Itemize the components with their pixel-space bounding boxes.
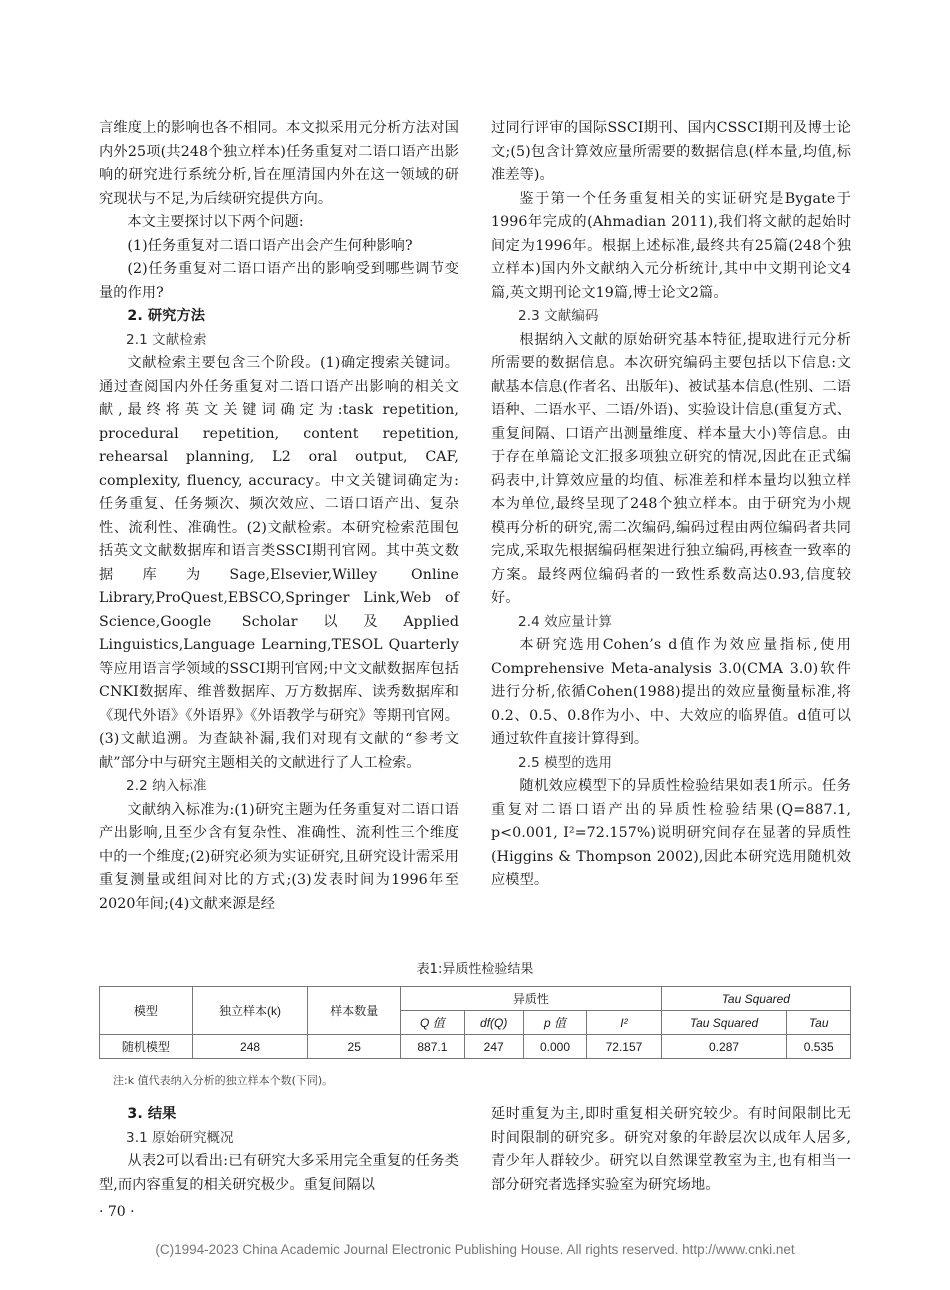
table-cell: 0.535 <box>787 1035 851 1059</box>
table-cell: 0.287 <box>661 1035 787 1059</box>
right-column-bottom <box>491 1103 851 1197</box>
paragraph: 过同行评审的国际SSCI期刊、国内CSSCI期刊及博士论文;(5)包含计算效应量所需要的数据信息(样本量,均值,标准差等)。 <box>491 120 851 183</box>
subheader-tau-squared: Tau Squared <box>661 1011 787 1035</box>
heterogeneity-table <box>99 986 851 1059</box>
subsection-heading: 2.1 文献检索 <box>126 331 207 348</box>
table-cell: 随机模型 <box>100 1035 193 1059</box>
left-column <box>99 117 459 916</box>
header-model: 模型 <box>100 987 193 1035</box>
table-cell: 887.1 <box>401 1035 465 1059</box>
table-row <box>100 1035 851 1059</box>
subsection-heading: 2.3 文献编码 <box>518 308 599 324</box>
subheader-i2: I² <box>587 1011 661 1035</box>
table-cell: 247 <box>464 1035 523 1059</box>
subsection-heading: 2.5 模型的选用 <box>518 754 613 771</box>
subheader-df: df(Q) <box>464 1011 523 1035</box>
table-cell: 72.157 <box>587 1035 661 1059</box>
header-heterogeneity: 异质性 <box>401 987 662 1011</box>
header-n: 样本数量 <box>308 987 401 1035</box>
paragraph: 文献检索主要包含三个阶段。(1)确定搜索关键词。通过查阅国内外任务重复对二语口语产出影响的相关文献,最终将英文关键词确定为:task repetition, procedural repetition, content repetition, rehearsal planning, L2 oral output, CAF, complexity, fluency, accuracy。中文关键词确定为:任务重复、任务频次、频次效应、二语口语产出、复杂性、流利性、准确性。(2)文献检索。本研究检索范围包括英文文献数据库和语言类SSCI期刊官网。其中英文数据库为Sage,Elsevier,Willey Online Library,ProQuest,EBSCO,Springer Link,Web of Science,Google Scholar以及Applied Linguistics,Language Learning,TESOL Quarterly等应用语言学领域的SSCI期刊官网;中文文献数据库包括CNKI数据库、维普数据库、万方数据库、读秀数据库和《现代外语》《外语界》《外语教学与研究》等期刊官网。(3)文献追溯。为查缺补漏,我们对现有文献的“参考文献”部分中与研究主题相关的文献进行了人工检索。 <box>99 355 459 771</box>
paragraph: 根据纳入文献的原始研究基本特征,提取进行元分析所需要的数据信息。本次研究编码主要包括以下信息:文献基本信息(作者名、出版年)、被试基本信息(性别、二语语种、二语水平、二语/外语)、实验设计信息(重复方式、重复间隔、口语产出测量维度、样本量大小)等信息。由于存在单篇论文汇报多项独立研究的情况,因此在正式编码表中,计算效应量的均值、标准差和样本量均以独立样本为单位,最终呈现了248个独立样本。由于研究为小规模再分析的研究,需二次编码,编码过程由两位编码者共同完成,采取先根据编码框架进行独立编码,再核查一致率的方案。最终两位编码者的一致性系数高达0.93,信度较好。 <box>491 331 851 606</box>
subheader-p: p 值 <box>523 1011 587 1035</box>
paragraph: (2)任务重复对二语口语产出的影响受到哪些调节变量的作用? <box>99 261 459 301</box>
table-cell: 248 <box>192 1035 308 1059</box>
subsection-heading: 3.1 原始研究概况 <box>126 1129 234 1146</box>
subsection-heading: 2.4 效应量计算 <box>518 613 613 630</box>
paragraph: (1)任务重复对二语口语产出会产生何种影响? <box>127 237 413 254</box>
copyright-footer: (C)1994-2023 China Academic Journal Electronic Publishing House. All rights reserved. http://www.cnki.net <box>155 1242 795 1257</box>
page-number: · 70 · <box>99 1204 135 1220</box>
table-caption: 表1:异质性检验结果 <box>416 962 534 977</box>
paragraph: 延时重复为主,即时重复相关研究较少。有时间限制比无时间限制的研究多。研究对象的年龄层次以成年人居多,青少年人群较少。研究以自然课堂教室为主,也有相当一部分研究者选择实验室为研究场地。 <box>491 1106 851 1193</box>
left-column-bottom <box>99 1103 459 1197</box>
table-cell: 25 <box>308 1035 401 1059</box>
paragraph: 从表2可以看出:已有研究大多采用完全重复的任务类型,而内容重复的相关研究极少。重复间隔以 <box>99 1153 459 1193</box>
paragraph: 本研究选用Cohen’s d值作为效应量指标,使用Comprehensive Meta-analysis 3.0(CMA 3.0)软件进行分析,依循Cohen(1988)提出的效应量衡量标准,将0.2、0.5、0.8作为小、中、大效应的临界值。d值可以通过软件直接计算得到。 <box>491 637 851 747</box>
paragraph: 文献纳入标准为:(1)研究主题为任务重复对二语口语产出影响,且至少含有复杂性、准确性、流利性三个维度中的一个维度;(2)研究必须为实证研究,且研究设计需采用重复测量或组间对比的方式;(3)发表时间为1996年至2020年间;(4)文献来源是经 <box>99 801 459 912</box>
table-cell: 0.000 <box>523 1035 587 1059</box>
subsection-heading: 2.2 纳入标准 <box>126 778 207 794</box>
paragraph: 随机效应模型下的异质性检验结果如表1所示。任务重复对二语口语产出的异质性检验结果(Q=887.1, p<0.001, I²=72.157%)说明研究间存在显著的异质性(Higgins & Thompson 2002),因此本研究选用随机效应模型。 <box>491 778 851 888</box>
subheader-tau: Tau <box>787 1011 851 1035</box>
table-note: 注:k 值代表纳入分析的独立样本个数(下同)。 <box>113 1074 334 1087</box>
paragraph: 本文主要探讨以下两个问题: <box>127 214 304 230</box>
right-column <box>491 117 851 893</box>
subheader-q: Q 值 <box>401 1011 465 1035</box>
header-k: 独立样本(k) <box>192 987 308 1035</box>
header-tau-group: Tau Squared <box>661 987 850 1011</box>
paragraph: 言维度上的影响也各不相同。本文拟采用元分析方法对国内外25项(共248个独立样本)任务重复对二语口语产出影响的研究进行系统分析,旨在厘清国内外在这一领域的研究现状与不足,为后续研究提供方向。 <box>99 120 459 207</box>
section-heading: 2. 研究方法 <box>127 308 206 324</box>
section-heading: 3. 结果 <box>127 1106 177 1122</box>
paragraph: 鉴于第一个任务重复相关的实证研究是Bygate于1996年完成的(Ahmadian 2011),我们将文献的起始时间定为1996年。根据上述标准,最终共有25篇(248个独立样本)国内外文献纳入元分析统计,其中中文期刊论文4篇,英文期刊论文19篇,博士论文2篇。 <box>491 190 851 301</box>
